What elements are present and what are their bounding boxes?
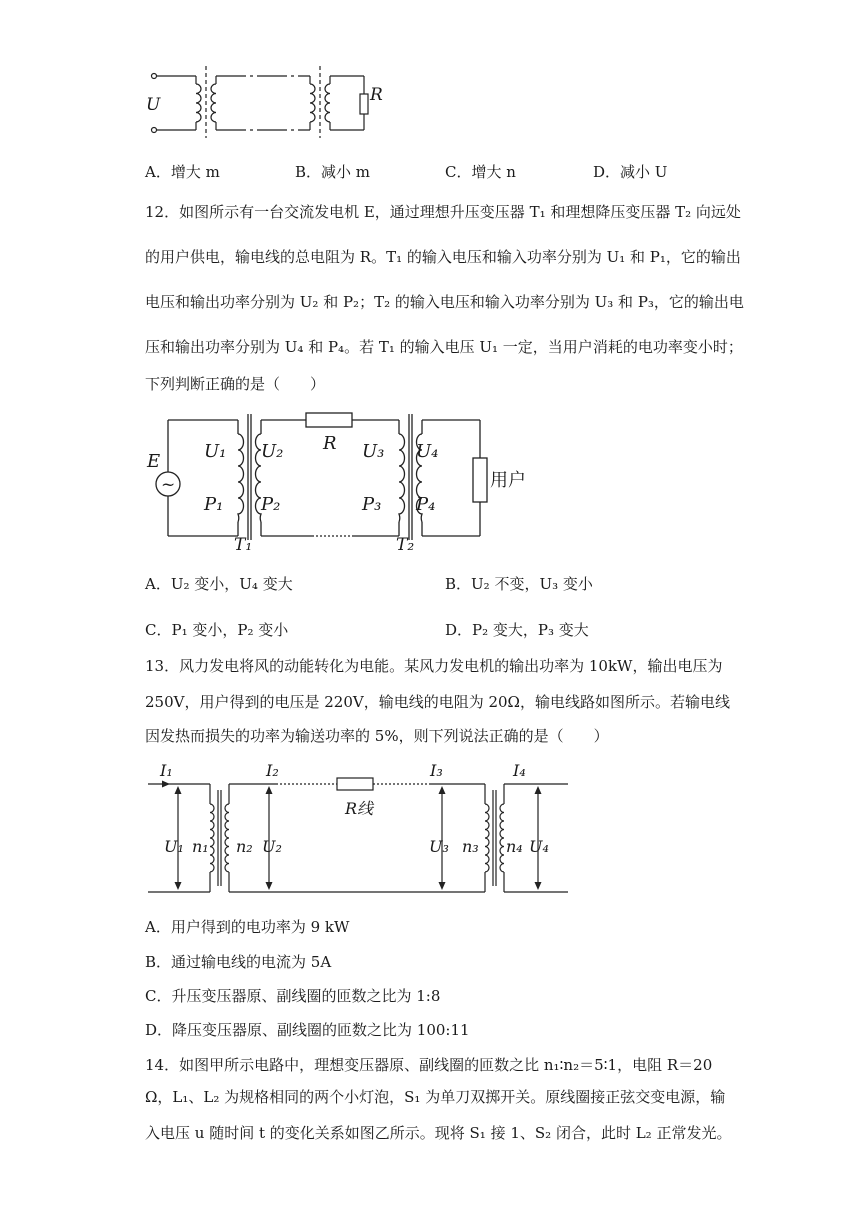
i1-arrowhead (162, 781, 170, 788)
q12-line-1: 12．如图所示有一台交流发电机 E，通过理想升压变压器 T₁ 和理想降压变压器 T₂ 向远处 (145, 203, 741, 221)
label-n4: n₄ (506, 837, 523, 856)
label-u: U (146, 95, 161, 115)
q11-option-d[interactable]: D．减小 U (593, 163, 668, 181)
q11-option-c[interactable]: C．增大 n (445, 163, 516, 181)
coil-3 (310, 84, 315, 122)
resistor-r (360, 94, 368, 114)
label-n1: n₁ (192, 837, 209, 856)
q12-power-transmission-diagram (140, 404, 540, 554)
q13-option-d[interactable]: D．降压变压器原、副线圈的匝数之比为 100:11 (145, 1021, 470, 1039)
user-load (473, 458, 487, 502)
q13-line-1: 13．风力发电将风的动能转化为电能。某风力发电机的输出功率为 10kW，输出电压为 (145, 657, 723, 675)
label-e: E (147, 451, 161, 472)
q13-line-3: 因发热而损失的功率为输送功率的 5%，则下列说法正确的是（ ） (145, 727, 609, 745)
q12-line-2: 的用户供电，输电线的总电阻为 R。T₁ 的输入电压和输入功率分别为 U₁ 和 P₁，它的输出 (145, 248, 741, 266)
q12-option-d[interactable]: D．P₂ 变大，P₃ 变大 (445, 621, 589, 639)
label-u3: U₃ (429, 837, 449, 856)
coil-2 (211, 84, 216, 122)
label-u4: U₄ (529, 837, 549, 856)
q12-option-c[interactable]: C．P₁ 变小，P₂ 变小 (145, 621, 289, 639)
input-terminal-bottom (152, 128, 157, 133)
label-t2: T₂ (396, 535, 415, 555)
q11-transformer-diagram (140, 62, 390, 142)
q12-line-3: 电压和输出功率分别为 U₂ 和 P₂；T₂ 的输入电压和输入功率分别为 U₃ 和 P₃，它的输出电 (145, 293, 744, 311)
t2-primary-coil (399, 434, 405, 522)
label-p3: P₃ (362, 494, 382, 515)
label-i3: I₃ (430, 761, 443, 780)
label-n3: n₃ (462, 837, 479, 856)
q14-line-2: Ω，L₁、L₂ 为规格相同的两个小灯泡，S₁ 为单刀双掷开关。原线圈接正弦交变电源，输 (145, 1088, 726, 1106)
label-p1: P₁ (204, 494, 224, 515)
q13-transmission-diagram (140, 760, 580, 900)
q14-line-3: 入电压 u 随时间 t 的变化关系如图乙所示。现将 S₁ 接 1、S₂ 闭合，此时 L₂ 正常发光。 (145, 1124, 732, 1142)
label-u4: U₄ (416, 441, 439, 462)
secondary-coil (325, 84, 330, 122)
label-u1: U₁ (204, 441, 227, 462)
q13-option-b[interactable]: B．通过输电线的电流为 5A (145, 953, 332, 971)
q12-line-4: 压和输出功率分别为 U₄ 和 P₄。若 T₁ 的输入电压 U₁ 一定，当用户消耗的电功率变小时； (145, 338, 743, 356)
label-p2: P₂ (261, 494, 281, 515)
label-r-line: R线 (345, 799, 374, 818)
label-p4: P₄ (416, 494, 436, 515)
label-u3: U₃ (362, 441, 385, 462)
label-i2: I₂ (266, 761, 279, 780)
q11-option-b[interactable]: B．减小 m (295, 163, 371, 181)
q13-option-c[interactable]: C．升压变压器原、副线圈的匝数之比为 1:8 (145, 987, 441, 1005)
t1-primary-coil (238, 434, 244, 522)
coil-n1 (210, 804, 214, 872)
q13-option-a[interactable]: A．用户得到的电功率为 9 kW (145, 918, 350, 936)
label-u2: U₂ (262, 837, 282, 856)
label-u1: U₁ (164, 837, 184, 856)
label-n2: n₂ (236, 837, 253, 856)
q12-line-5: 下列判断正确的是（ ） (145, 375, 326, 393)
input-terminal-top (152, 74, 157, 79)
q12-option-b[interactable]: B．U₂ 不变，U₃ 变小 (445, 575, 593, 593)
coil-n3 (485, 804, 489, 872)
source-symbol: ~ (161, 475, 176, 495)
coil-n2 (225, 804, 229, 872)
q11-option-a[interactable]: A．增大 m (145, 163, 220, 181)
label-t1: T₁ (234, 535, 253, 555)
label-u2: U₂ (261, 441, 284, 462)
label-r: R (370, 85, 383, 105)
primary-coil (196, 84, 201, 122)
label-i1: I₁ (160, 761, 173, 780)
q14-line-1: 14．如图甲所示电路中，理想变压器原、副线圈的匝数之比 n₁∶n₂＝5∶1，电阻 R＝20 (145, 1056, 713, 1074)
line-resistor (337, 778, 373, 790)
coil-n4 (500, 804, 504, 872)
label-i4: I₄ (513, 761, 526, 780)
label-load: 用户 (490, 470, 526, 491)
label-r: R (323, 433, 337, 454)
line-resistor-r (306, 413, 352, 427)
q13-line-2: 250V，用户得到的电压是 220V，输电线的电阻为 20Ω，输电线路如图所示。若输电线 (145, 693, 730, 711)
q12-option-a[interactable]: A．U₂ 变小，U₄ 变大 (145, 575, 293, 593)
